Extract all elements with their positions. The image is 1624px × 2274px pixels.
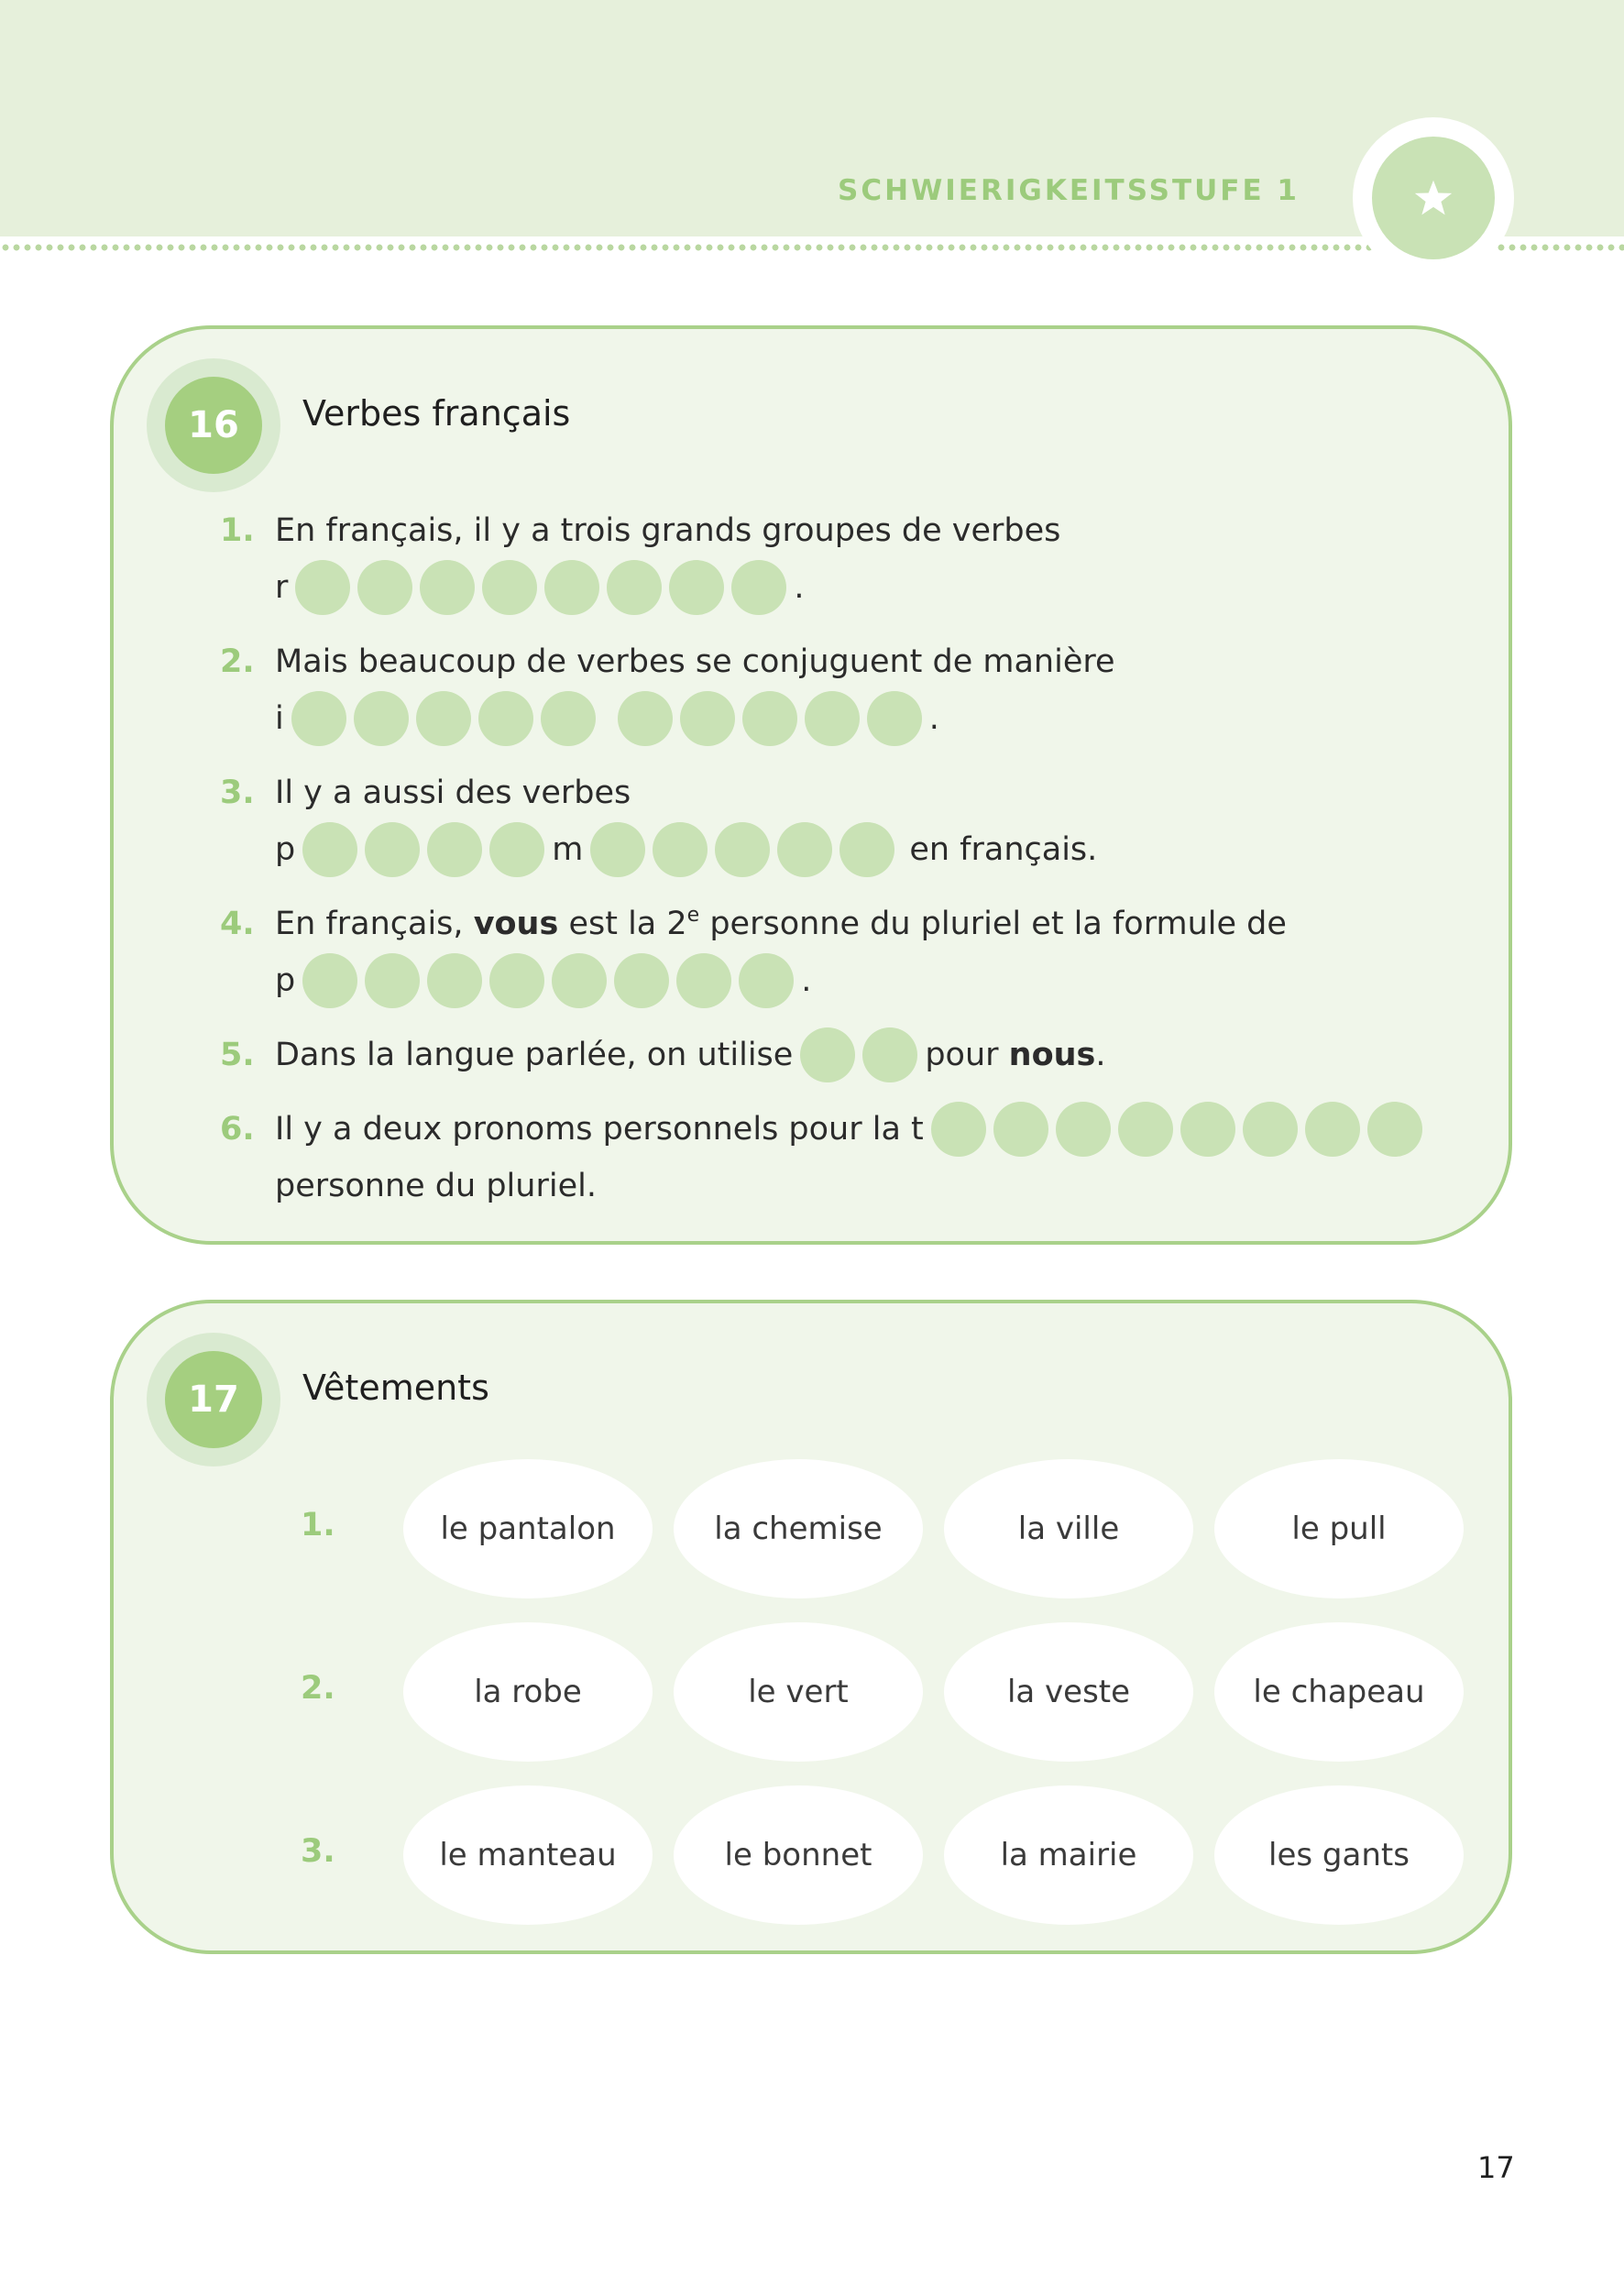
- letter-blank[interactable]: [302, 953, 357, 1008]
- word-option[interactable]: le pull: [1214, 1459, 1464, 1598]
- question-bold-word: nous: [1008, 1037, 1096, 1073]
- answer-suffix: .: [794, 569, 805, 606]
- question-5: [220, 1027, 1106, 1082]
- question-text-c: personne du pluriel et la formule de: [709, 906, 1287, 942]
- star-badge: [1372, 137, 1495, 259]
- letter-blank[interactable]: [427, 822, 482, 877]
- question-text-continued: personne du pluriel.: [275, 1168, 597, 1204]
- row-number: 1.: [301, 1507, 335, 1543]
- question-after-text: pour: [925, 1037, 999, 1073]
- answer-blanks[interactable]: [295, 560, 786, 615]
- question-text: En français, il y a trois grands groupes de verbes: [275, 512, 1061, 549]
- letter-blank[interactable]: [862, 1027, 917, 1082]
- word-option[interactable]: le vert: [674, 1622, 923, 1762]
- difficulty-level-label: SCHWIERIGKEITSSTUFE 1: [838, 174, 1300, 207]
- question-number: 4.: [220, 906, 255, 942]
- answer-suffix: en français.: [909, 831, 1098, 868]
- word-option[interactable]: la chemise: [674, 1459, 923, 1598]
- question-number: 1.: [220, 512, 255, 549]
- question-4-answer: [220, 953, 811, 1008]
- letter-blank[interactable]: [552, 953, 607, 1008]
- letter-blank[interactable]: [478, 691, 533, 746]
- word-option[interactable]: la ville: [944, 1459, 1193, 1598]
- answer-first-letter: p: [275, 831, 296, 868]
- letter-blank[interactable]: [739, 953, 794, 1008]
- letter-blank[interactable]: [482, 560, 537, 615]
- letter-blank[interactable]: [302, 822, 357, 877]
- letter-blank[interactable]: [590, 822, 645, 877]
- word-option[interactable]: le chapeau: [1214, 1622, 1464, 1762]
- question-text: Il y a aussi des verbes: [275, 774, 631, 811]
- letter-blank[interactable]: [1367, 1102, 1422, 1157]
- question-2: [220, 634, 1115, 689]
- letter-blank[interactable]: [680, 691, 735, 746]
- question-text-a: En français,: [275, 906, 464, 942]
- superscript: e: [686, 904, 700, 927]
- question-number: 5.: [220, 1037, 255, 1073]
- letter-blank[interactable]: [931, 1102, 986, 1157]
- answer-blanks[interactable]: [291, 691, 922, 746]
- word-option[interactable]: le bonnet: [674, 1785, 923, 1925]
- letter-blank[interactable]: [614, 953, 669, 1008]
- answer-blanks-a[interactable]: [302, 822, 544, 877]
- exercise-16-card: [110, 325, 1512, 1245]
- letter-blank[interactable]: [676, 953, 731, 1008]
- word-option[interactable]: le pantalon: [403, 1459, 653, 1598]
- letter-blank[interactable]: [800, 1027, 855, 1082]
- question-text: Mais beaucoup de verbes se conjuguent de manière: [275, 643, 1115, 680]
- word-option[interactable]: la veste: [944, 1622, 1193, 1762]
- letter-blank[interactable]: [541, 691, 596, 746]
- exercise-17-card: [110, 1300, 1512, 1954]
- answer-middle-letter: m: [552, 831, 584, 868]
- star-icon: [1413, 178, 1454, 218]
- letter-blank[interactable]: [291, 691, 346, 746]
- letter-blank[interactable]: [618, 691, 673, 746]
- word-option[interactable]: la robe: [403, 1622, 653, 1762]
- question-number: 6.: [220, 1111, 255, 1148]
- exercise-title: Verbes français: [302, 393, 571, 434]
- answer-suffix: .: [801, 962, 812, 999]
- exercise-title: Vêtements: [302, 1368, 489, 1408]
- exercise-number: 16: [165, 377, 262, 474]
- question-1: [220, 503, 1060, 558]
- letter-blank[interactable]: [489, 822, 544, 877]
- letter-blank[interactable]: [669, 560, 724, 615]
- letter-blank[interactable]: [544, 560, 599, 615]
- page-number: 17: [1477, 2150, 1515, 2185]
- letter-blank[interactable]: [839, 822, 894, 877]
- question-number: 2.: [220, 643, 255, 680]
- question-bold-word: vous: [473, 906, 559, 942]
- row-number: 3.: [301, 1833, 335, 1870]
- answer-blanks[interactable]: [800, 1027, 917, 1082]
- question-text: Il y a deux pronoms personnels pour la t: [275, 1111, 924, 1148]
- letter-blank[interactable]: [867, 691, 922, 746]
- answer-first-letter: i: [275, 700, 284, 737]
- answer-suffix: .: [1095, 1037, 1106, 1073]
- letter-blank[interactable]: [365, 953, 420, 1008]
- letter-blank[interactable]: [295, 560, 350, 615]
- letter-blank[interactable]: [805, 691, 860, 746]
- letter-blank[interactable]: [1305, 1102, 1360, 1157]
- letter-blank[interactable]: [1243, 1102, 1298, 1157]
- question-3-answer: [220, 822, 1097, 877]
- question-3: [220, 765, 631, 820]
- letter-blank[interactable]: [993, 1102, 1048, 1157]
- word-option[interactable]: le manteau: [403, 1785, 653, 1925]
- answer-first-letter: r: [275, 569, 289, 606]
- letter-blank[interactable]: [653, 822, 708, 877]
- letter-blank[interactable]: [777, 822, 832, 877]
- answer-blanks-b[interactable]: [590, 822, 894, 877]
- row-number: 2.: [301, 1670, 335, 1707]
- question-6-continuation: [220, 1159, 597, 1214]
- question-text: Dans la langue parlée, on utilise: [275, 1037, 794, 1073]
- letter-blank[interactable]: [731, 560, 786, 615]
- letter-blank[interactable]: [365, 822, 420, 877]
- letter-blank[interactable]: [416, 691, 471, 746]
- letter-blank[interactable]: [715, 822, 770, 877]
- word-option[interactable]: la mairie: [944, 1785, 1193, 1925]
- letter-blank[interactable]: [420, 560, 475, 615]
- question-1-answer: [220, 560, 805, 615]
- question-number: 3.: [220, 774, 255, 811]
- answer-blanks[interactable]: [931, 1102, 1422, 1157]
- letter-blank[interactable]: [354, 691, 409, 746]
- answer-first-letter: p: [275, 962, 296, 999]
- exercise-number: 17: [165, 1351, 262, 1448]
- answer-suffix: .: [928, 700, 939, 737]
- letter-blank[interactable]: [357, 560, 412, 615]
- question-2-answer: [220, 691, 939, 746]
- letter-blank[interactable]: [1180, 1102, 1235, 1157]
- question-4: [220, 896, 1287, 951]
- question-text-b: est la 2: [568, 906, 687, 942]
- letter-blank[interactable]: [742, 691, 797, 746]
- question-6: [220, 1102, 1430, 1157]
- answer-blanks[interactable]: [302, 953, 794, 1008]
- word-option[interactable]: les gants: [1214, 1785, 1464, 1925]
- letter-blank[interactable]: [427, 953, 482, 1008]
- letter-blank[interactable]: [489, 953, 544, 1008]
- letter-blank[interactable]: [1056, 1102, 1111, 1157]
- letter-blank[interactable]: [1118, 1102, 1173, 1157]
- letter-blank[interactable]: [607, 560, 662, 615]
